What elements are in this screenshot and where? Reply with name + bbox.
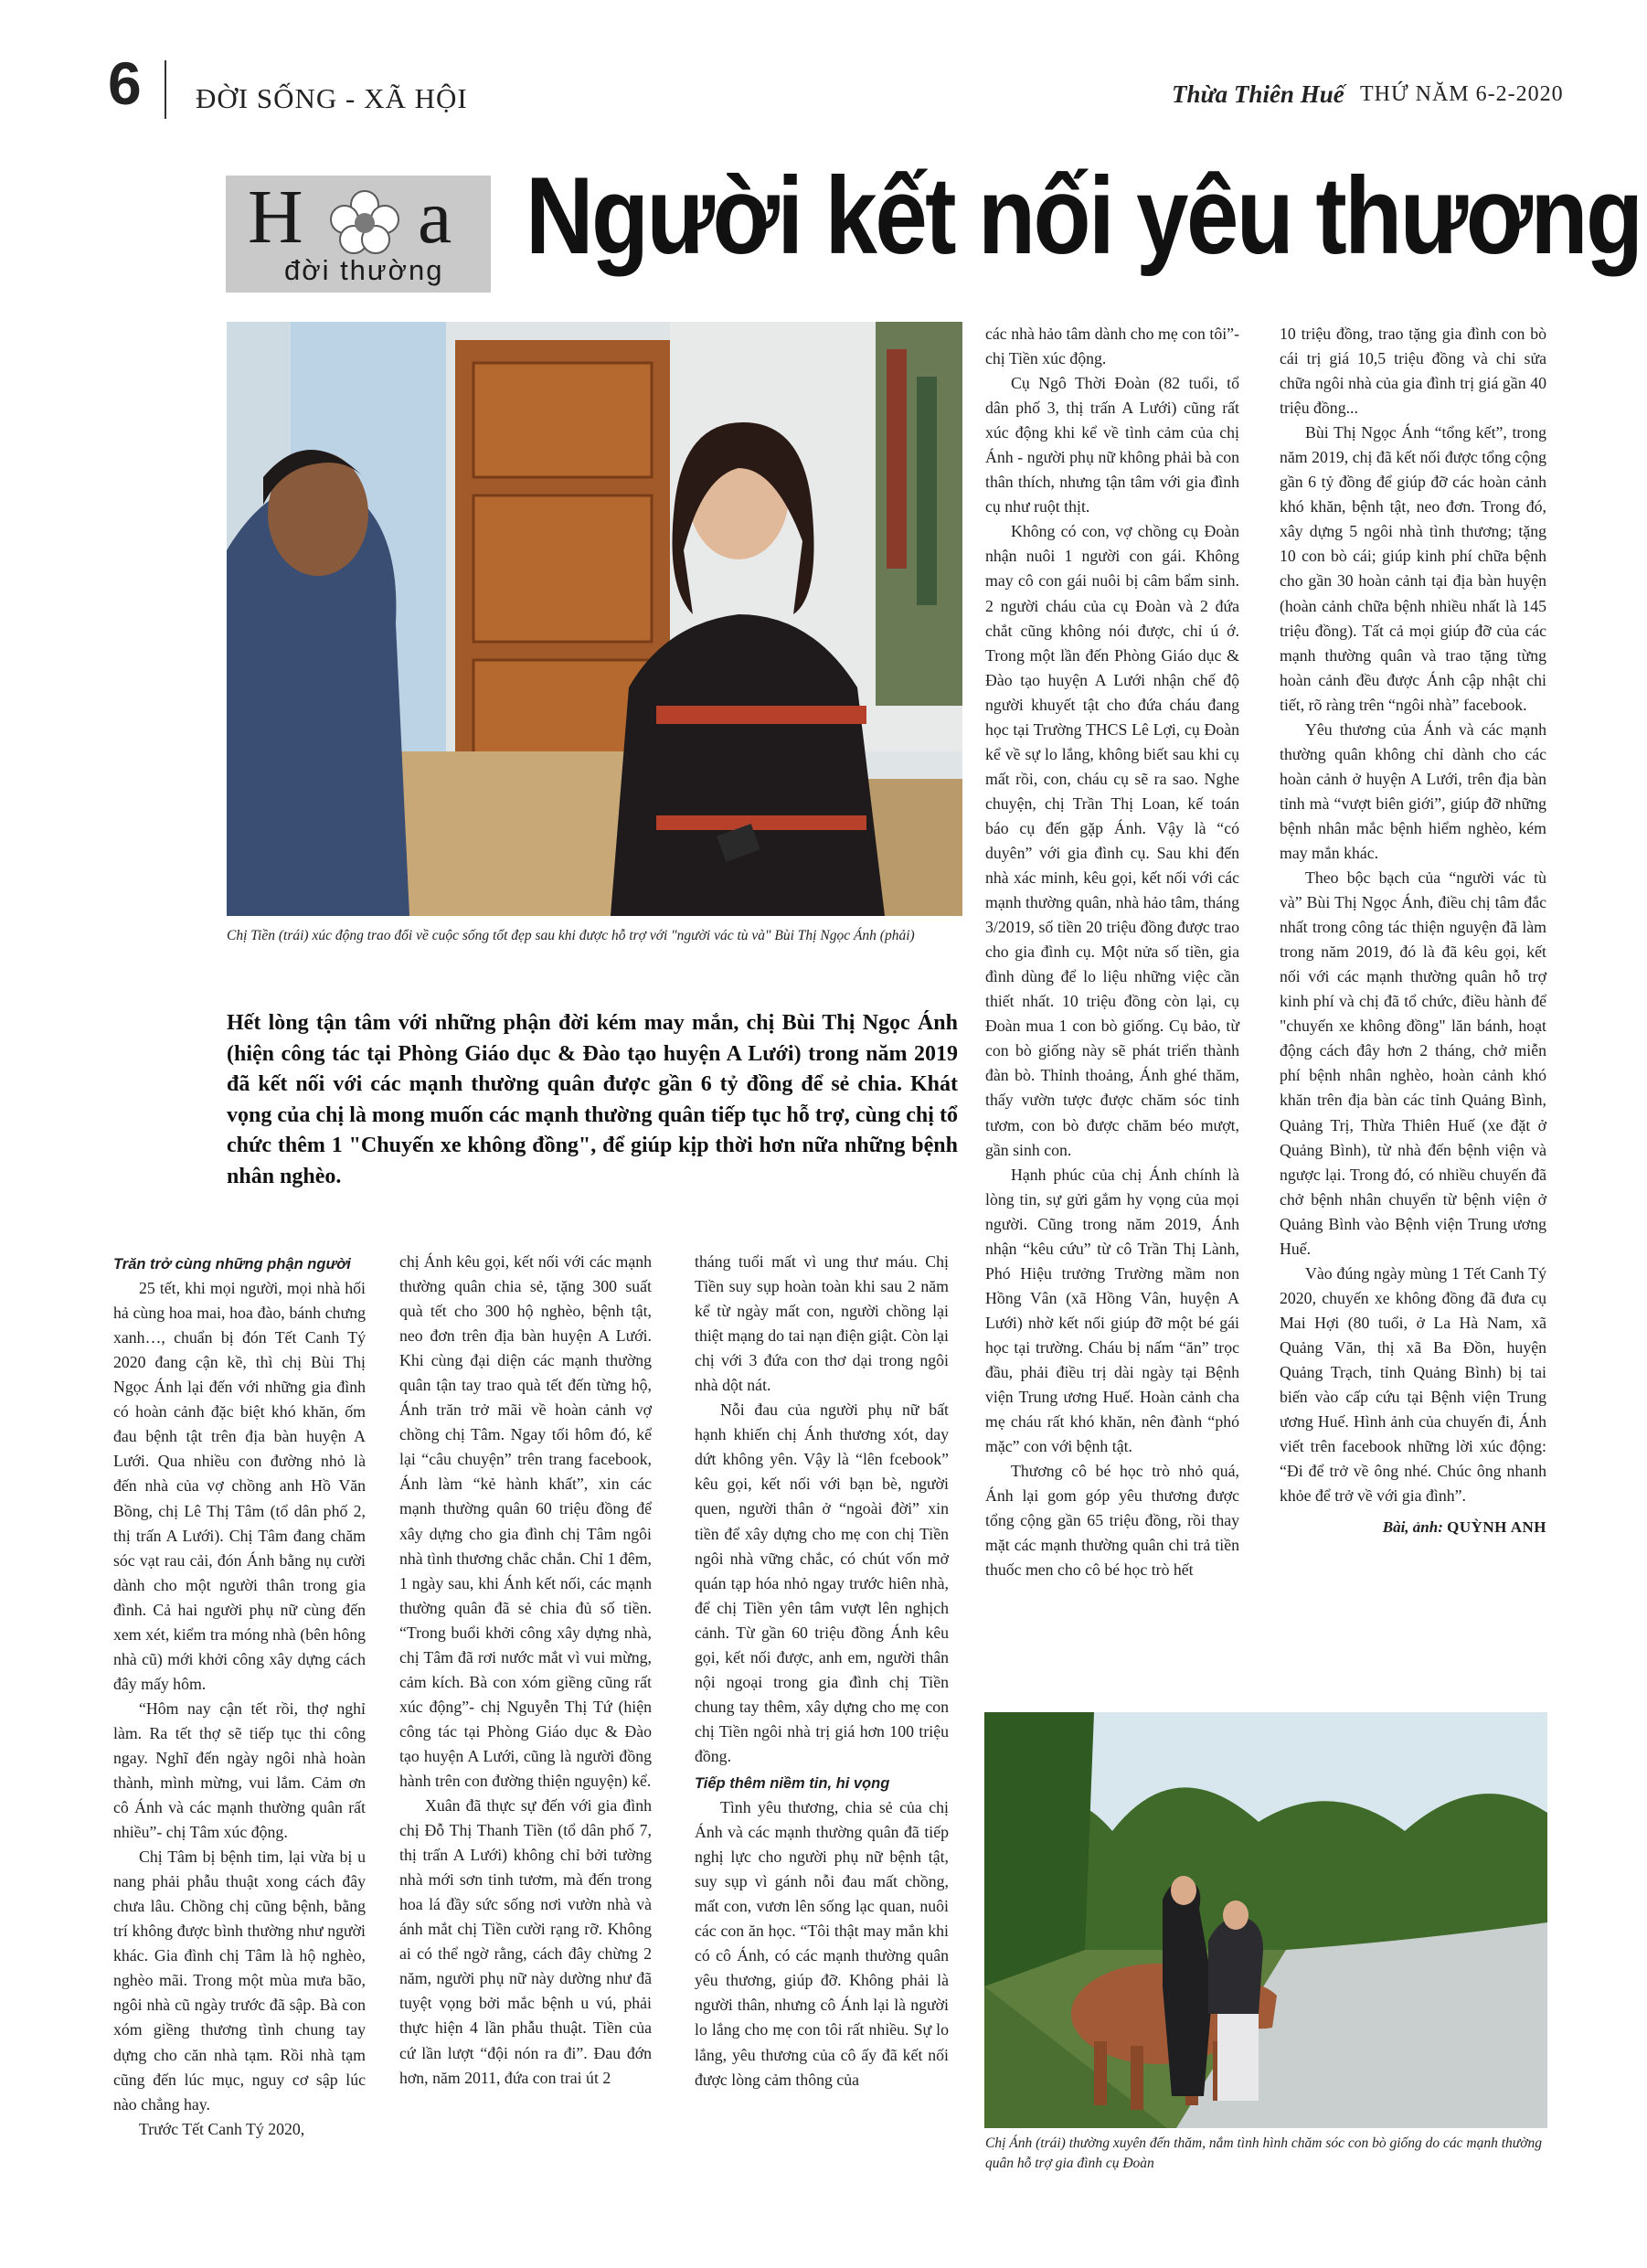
article-title: Người kết nối yêu thương xyxy=(526,154,1642,277)
page-number: 6 xyxy=(108,49,142,117)
header-divider xyxy=(165,60,166,119)
logo-letter-a: a xyxy=(418,175,452,260)
paragraph: Thương cô bé học trò nhỏ quá, Ánh lại gom góp yêu thương được tổng cộng gần 65 triệu đồng, rồi thay mặt các mạnh thường quân chi trả tiền thuốc men cho cô bé học trò hết xyxy=(985,1462,1239,1580)
byline xyxy=(1280,1516,1546,1539)
body-column-5 xyxy=(1280,322,1546,1539)
paragraph: Bùi Thị Ngọc Ánh “tổng kết”, trong năm 2019, chị đã kết nối được tổng cộng gần 6 tỷ đồng để giúp đỡ các hoàn cảnh khó khăn, bệnh tật, neo đơn. Trong đó, xây dựng 5 ngôi nhà tình thương; tặng 10 con bò cái; giúp kinh phí chữa bệnh cho gần 30 hoàn cảnh tại địa bàn huyện (hoàn cảnh chữa bệnh nhiều nhất là 145 triệu đồng). Tất cả mọi giúp đỡ của các mạnh thường quân và trao tặng từng hoàn cảnh đều được Ánh cập nhật chi tiết, rõ ràng trên “ngôi nhà” facebook. xyxy=(1280,423,1546,714)
photo-interview xyxy=(227,322,962,916)
paragraph: Tình yêu thương, chia sẻ của chị Ánh và các mạnh thường quân đã tiếp nghị lực cho người phụ nữ bệnh tật, suy sụp vì gánh nỗi đau mất chồng, mất con, vươn lên sống lạc quan, nuôi các con ăn học. “Tôi thật may mắn khi có cô Ánh, có các mạnh thường quân yêu thương, giúp đỡ. Không phải là người thân, nhưng cô Ánh lại là người lo lắng cho mẹ con tôi rất nhiều. Sự lo lắng, yêu thương của cô ấy đã kết nối được lòng cảm thông của xyxy=(695,1798,949,2089)
column-logo xyxy=(226,176,491,293)
paragraph: các nhà hảo tâm dành cho mẹ con tôi”- chị Tiền xúc động. xyxy=(985,325,1239,368)
newspaper-name: Thừa Thiên Huế xyxy=(1172,80,1344,108)
article-lead: Hết lòng tận tâm với những phận đời kém may mắn, chị Bùi Thị Ngọc Ánh (hiện công tác tại Phòng Giáo dục & Đào tạo huyện A Lưới) trong năm 2019 đã kết nối với các mạnh thường quân được gần 6 tỷ đồng để sẻ chia. Khát vọng của chị là mong muốn các mạnh thường quân tiếp tục hỗ trợ, cùng chị tổ chức thêm 1 "Chuyến xe không đồng", để giúp kịp thời hơn nữa những bệnh nhân nghèo. xyxy=(227,1011,958,1188)
paragraph: 25 tết, khi mọi người, mọi nhà hối hả cùng hoa mai, hoa đào, bánh chưng xanh…, chuẩn bị đón Tết Canh Tý 2020 đang cận kề, thì chị Bùi Thị Ngọc Ánh lại đến với những gia đình có hoàn cảnh đặc biệt khó khăn, ốm đau bệnh tật trên địa bàn huyện A Lưới. Qua nhiều con đường nhỏ là đến nhà của vợ chồng anh Hồ Văn Bồng, chị Lê Thị Tâm (tổ dân phố 2, thị trấn A Lưới). Chị Tâm đang chăm sóc vạt rau cải, đón Ánh bằng nụ cười dành cho một người thân trong gia đình. Cả hai người phụ nữ cùng đến xem xét, kiểm tra móng nhà (bên hông nhà cũ) mới khởi công xây dựng cách đây mấy hôm. xyxy=(113,1279,366,1693)
paragraph: Nỗi đau của người phụ nữ bất hạnh khiến chị Ánh thương xót, day dứt không yên. Vậy là “lên fcebook” kêu gọi, kết nối với bạn bè, người quen, người thân ở “ngoài đời” xin tiền để xây dựng cho mẹ con chị Tiền ngôi nhà vững chắc, có chút vốn mở quán tạp hóa nhỏ ngay trước hiên nhà, để chị Tiền yên tâm vượt lên nghịch cảnh. Từ gần 60 triệu đồng Ánh kêu gọi, kết nối được, anh em, người thân nội ngoại trong gia đình chị Tiền chung tay thêm, xây dựng cho mẹ con chị Tiền ngôi nhà trị giá hơn 100 triệu đồng. xyxy=(695,1400,949,1765)
logo-letter-h: H xyxy=(248,175,303,260)
byline-label: Bài, ảnh: xyxy=(1382,1518,1443,1537)
paragraph: Chị Tâm bị bệnh tim, lại vừa bị u nang phải phẫu thuật xong cách đây chưa lâu. Chồng chị cũng bệnh, bằng trí không được bình thường như người khác. Gia đình chị Tâm là hộ nghèo, nghèo mãi. Trong một mùa mưa bão, ngôi nhà cũ ngày trước đã sập. Bà con xóm giềng thương tình chung tay dựng cho căn nhà tạm. Rồi nhà tạm cũng đến lúc mục, nguy cơ sập lúc nào chẳng hay. xyxy=(113,1847,366,2114)
paragraph: Không có con, vợ chồng cụ Đoàn nhận nuôi 1 người con gái. Không may cô con gái nuôi bị câm bẩm sinh. 2 người cháu của cụ Đoàn và 2 đứa chắt cũng không nói được, chỉ ú ớ. Trong một lần đến Phòng Giáo dục & Đào tạo huyện A Lưới nhận chế độ người khuyết tật cho đứa cháu đang học tại Trường THCS Lê Lợi, cụ Đoàn kể về sự lo lắng, không biết sau khi cụ mất rồi, con, cháu cụ sẽ ra sao. Nghe chuyện, chị Trần Thị Loan, kế toán báo cụ đến gặp Ánh. Vậy là “có duyên” với gia đình cụ. Sau khi đến nhà xác minh, kêu gọi, kết nối với các mạnh thường quân, nhà hảo tâm, tháng 3/2019, số tiền 20 triệu đồng được trao cho gia đình cụ. Một nửa số tiền, gia đình dùng để lo liệu những việc cần thiết nhất. 10 triệu đồng còn lại, cụ Đoàn mua 1 con bò giống. Cụ bảo, từ con bò giống này sẽ phát triển thành đàn bò. Thỉnh thoảng, Ánh ghé thăm, thấy vườn tược được chăm sóc tinh tươm, con bò được chăm béo mượt, gần sinh con. xyxy=(985,522,1239,1159)
logo-subtitle: đời thường xyxy=(284,254,444,286)
photo-caption: Chị Ánh (trái) thường xuyên đến thăm, nắm tình hình chăm sóc con bò giống do các mạnh thường quân hỗ trợ gia đình cụ Đoàn xyxy=(985,2135,1543,2171)
subheading: Tiếp thêm niềm tin, hi vọng xyxy=(695,1774,890,1792)
issue-date: THỨ NĂM 6-2-2020 xyxy=(1360,82,1564,106)
subheading: Trăn trở cùng những phận người xyxy=(113,1256,351,1272)
paragraph: “Hôm nay cận tết rồi, thợ nghỉ làm. Ra tết thợ sẽ tiếp tục thi công ngay. Nghĩ đến ngày ngôi nhà hoàn thành, mình mừng, vui lắm. Cảm ơn cô Ánh và các mạnh thường quân rất nhiều”- chị Tâm xúc động. xyxy=(113,1698,366,1842)
byline-author: QUỲNH ANH xyxy=(1447,1518,1546,1537)
body-column-2 xyxy=(399,1250,652,2091)
body-column-1 xyxy=(113,1250,366,2142)
paragraph: Vào đúng ngày mùng 1 Tết Canh Tý 2020, chuyến xe không đồng đã đưa cụ Mai Hợi (80 tuổi, ở La Hà Nam, xã Quảng Văn, thị xã Ba Đồn, huyện Quảng Trạch, tỉnh Quảng Bình) bị tai biến vào cấp cứu tại Bệnh viện Trung ương Huế. Hình ảnh của chuyến đi, Ánh viết trên facebook những lời xúc động: “Đi để trở về ông nhé. Chúc ông nhanh khỏe để trở về với gia đình”. xyxy=(1280,1263,1546,1506)
flower-icon xyxy=(321,185,409,258)
paragraph: Xuân đã thực sự đến với gia đình chị Đỗ Thị Thanh Tiền (tổ dân phố 7, thị trấn A Lưới) không chỉ bởi tường nhà mới sơn tinh tươm, mà đến trong hoa lá đầy sức sống nơi vườn nhà và ánh mắt chị Tiền cười rạng rỡ. Không ai có thể ngờ rằng, cách đây chừng 2 năm, người phụ nữ này dường như đã tuyệt vọng bởi mắc bệnh u vú, phải thực hiện 4 lần phẫu thuật. Tiền của cứ lần lượt “đội nón ra đi”. Đau đớn hơn, năm 2011, đứa con trai út 2 xyxy=(399,1796,652,2087)
paragraph: 10 triệu đồng, trao tặng gia đình con bò cái trị giá 10,5 triệu đồng và chi sửa chữa ngôi nhà của gia đình trị giá gần 40 triệu đồng... xyxy=(1280,325,1546,418)
paragraph: chị Ánh kêu gọi, kết nối với các mạnh thường quân chia sẻ, tặng 300 suất quà tết cho 300 hộ nghèo, bệnh tật, neo đơn trên địa bàn huyện A Lưới. Khi cùng đại diện các mạnh thường quân tận tay trao quà tết đến từng hộ, Ánh trăn trở mãi về hoàn cảnh vợ chồng chị Tâm. Ngay tối hôm đó, kể lại “câu chuyện” trên trang facebook, Ánh làm “kẻ hành khất”, xin các mạnh thường quân 60 triệu đồng để xây dựng cho gia đình chị Tâm ngôi nhà tình thương chắc chắn. Chỉ 1 đêm, 1 ngày sau, khi Ánh kết nối, các mạnh thường quân đã sẻ chia đủ số tiền. “Trong buổi khởi công xây dựng nhà, chị Tâm đã rơi nước mắt vì vui mừng, cảm kích. Bà con xóm giềng cũng rất xúc động”- chị Nguyễn Thị Tứ (hiện công tác tại Phòng Giáo dục & Đào tạo huyện A Lưới, cũng là người đồng hành trên con đường thiện nguyện) kể. xyxy=(399,1252,652,1790)
photo-caption: Chị Tiền (trái) xúc động trao đổi về cuộc sống tốt đẹp sau khi được hỗ trợ với "người vác tù và" Bùi Thị Ngọc Ánh (phải) xyxy=(227,928,915,943)
body-column-4 xyxy=(985,322,1239,1582)
paragraph: tháng tuổi mất vì ung thư máu. Chị Tiền suy sụp hoàn toàn khi sau 2 năm kể từ ngày mất con, người chồng lại thiệt mạng do tai nạn điện giật. Còn lại chị với 3 đứa con thơ dại trong ngôi nhà dột nát. xyxy=(695,1252,949,1395)
paragraph: Trước Tết Canh Tý 2020, xyxy=(139,2119,305,2138)
section-name: ĐỜI SỐNG - XÃ HỘI xyxy=(196,82,468,114)
paragraph: Yêu thương của Ánh và các mạnh thường quân không chỉ dành cho các hoàn cảnh ở huyện A Lưới, trên địa bàn tỉnh mà “vượt biên giới”, giúp đỡ những bệnh nhân mắc bệnh hiểm nghèo, kém may mắn khác. xyxy=(1280,719,1546,862)
paragraph: Theo bộc bạch của “người vác tù và” Bùi Thị Ngọc Ánh, điều chị tâm đắc nhất trong công tác thiện nguyện đã làm trong năm 2019, đó là đã kêu gọi, kết nối với các mạnh thường quân hỗ trợ kinh phí và chị đã tổ chức, điều hành để "chuyến xe không đồng" lăn bánh, hoạt động cách đây hơn 2 tháng, chở miễn phí bệnh nhân nghèo, hoàn cảnh khó khăn trên địa bàn các tỉnh Quảng Bình, Quảng Trị, Thừa Thiên Huế (xe đặt ở Quảng Bình), từ nhà đến bệnh viện và ngược lại. Trong đó, có nhiều chuyến đã chở bệnh nhân chuyển từ bệnh viện ở Quảng Bình vào Bệnh viện Trung ương Huế. xyxy=(1280,868,1546,1258)
paragraph: Hạnh phúc của chị Ánh chính là lòng tin, sự gửi gắm hy vọng của mọi người. Cũng trong năm 2019, Ánh nhận “kêu cứu” từ cô Trần Thị Lành, Phó Hiệu trưởng Trường mầm non Hồng Vân (xã Hồng Vân, huyện A Lưới) nhờ kết nối giúp đỡ một bé gái học tại trường. Cháu bị nấm “ăn” trọc đầu, phải điều trị dài ngày tại Bệnh viện Trung ương Huế. Hoàn cảnh cha mẹ cháu rất khó khăn, nên đành “phó mặc” con với bệnh tật. xyxy=(985,1165,1239,1456)
body-column-3 xyxy=(695,1250,949,2092)
paragraph: Cụ Ngô Thời Đoàn (82 tuổi, tổ dân phố 3, thị trấn A Lưới) cũng rất xúc động khi kể về tình cảm của chị Ánh - người phụ nữ không phải bà con thân thích, nhưng tận tâm với gia đình cụ như ruột thịt. xyxy=(985,374,1239,516)
photo-cow-visit xyxy=(984,1712,1547,2128)
